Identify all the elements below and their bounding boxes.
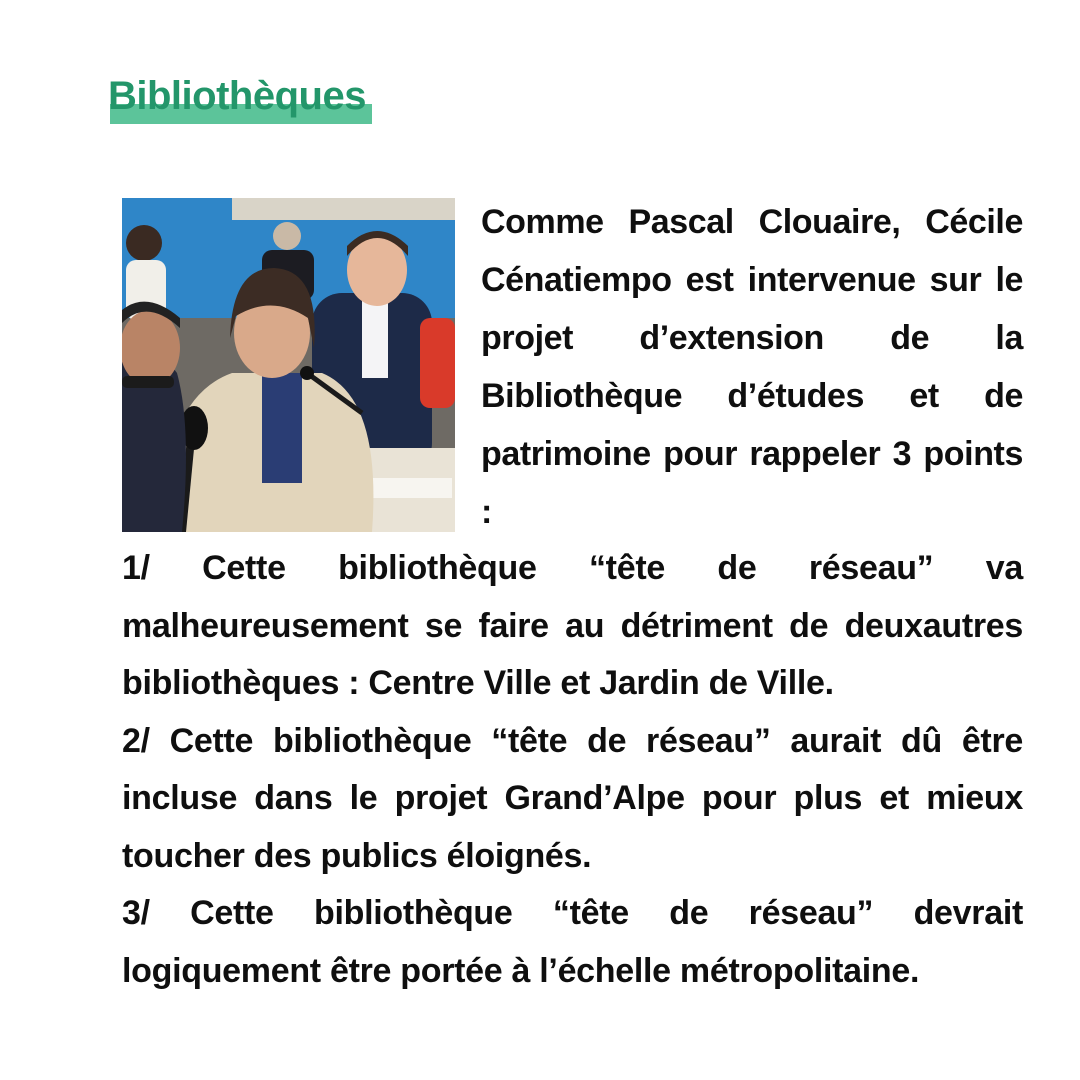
page-title: Bibliothèques: [108, 74, 366, 118]
list-item: 1/ Cette bibliothèque “tête de réseau” va malheureusement se faire au détriment de deuxautres bibliothèques : Centre Ville et Jardin de Ville.: [122, 549, 1023, 702]
points-list: [122, 540, 1023, 1000]
heading: [108, 68, 366, 124]
meeting-photo-illustration: [122, 198, 455, 532]
list-item: 2/ Cette bibliothèque “tête de réseau” aurait dû être incluse dans le projet Grand’Alpe pour plus et mieux toucher des publics éloignés.: [122, 721, 1023, 875]
intro-paragraph: Comme Pascal Clouaire, Cécile Cénatiempo est intervenue sur le projet d’extension de la Bibliothèque d’études et de patrimoine pour rappeler 3 points :: [481, 203, 1023, 531]
meeting-photo: [122, 198, 455, 532]
list-item: 3/ Cette bibliothèque “tête de réseau” devrait logiquement être portée à l’échelle métropolitaine.: [122, 894, 1023, 990]
